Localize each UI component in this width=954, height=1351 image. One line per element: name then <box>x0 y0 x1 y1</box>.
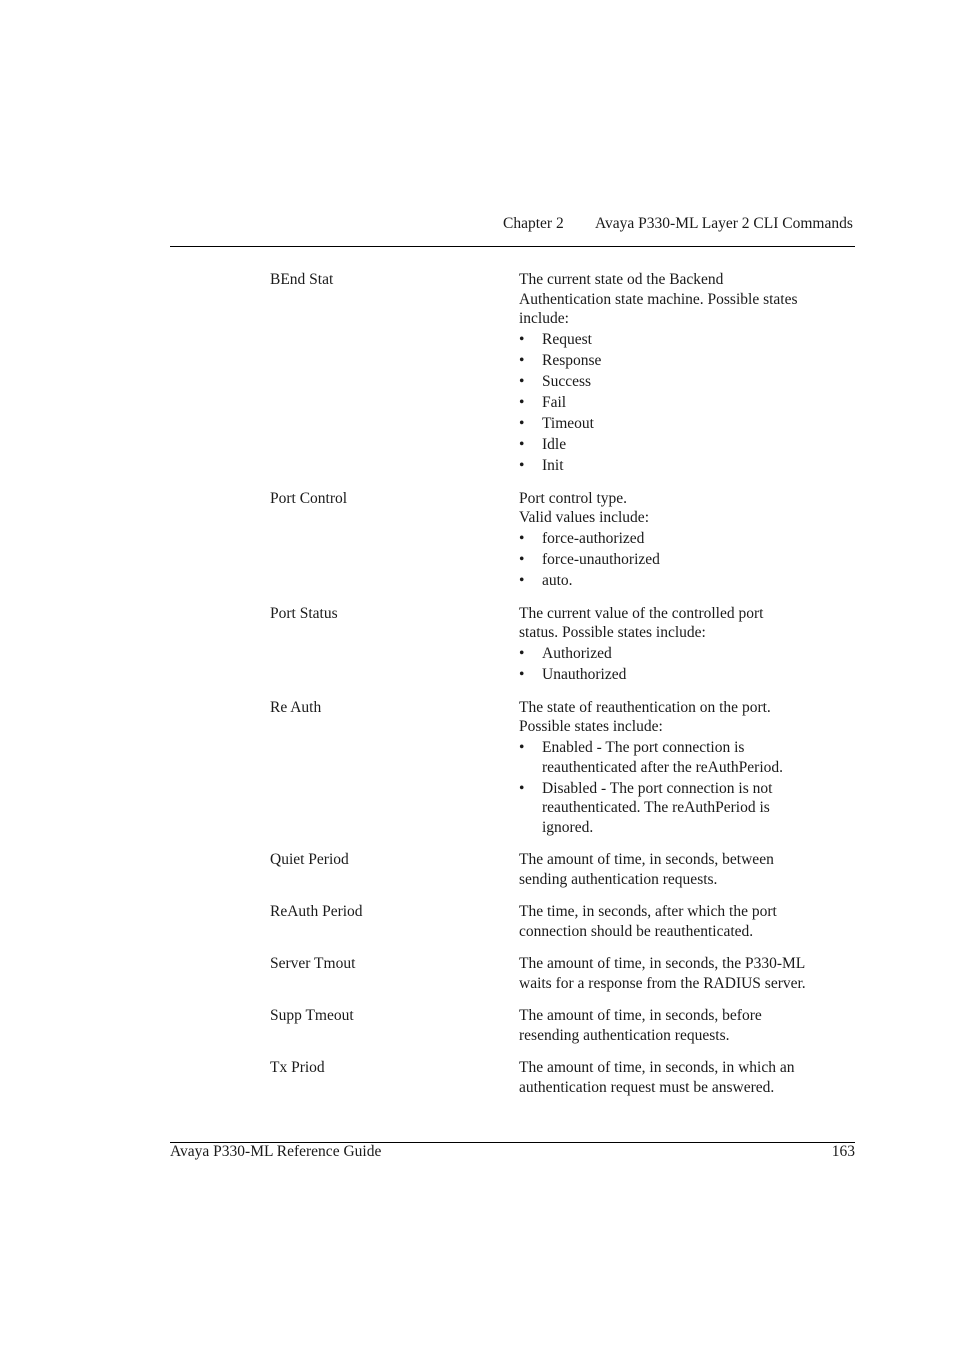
field-description <box>519 489 855 591</box>
field-description <box>519 698 855 838</box>
field-description <box>519 270 855 476</box>
guide-title: Avaya P330-ML Reference Guide <box>170 1143 382 1160</box>
description-line: Authentication state machine. Possible states <box>519 290 798 308</box>
chapter-label: Chapter 2 <box>503 215 564 232</box>
definition-row <box>270 1058 855 1097</box>
list-item-text: Response <box>542 352 602 369</box>
value-list <box>519 330 855 476</box>
definition-row <box>270 1006 855 1045</box>
field-name: Quiet Period <box>270 851 349 868</box>
description-line: The state of reauthentication on the port. <box>519 698 771 716</box>
header-rule <box>170 246 855 247</box>
description-line: Possible states include: <box>519 718 663 735</box>
list-item-text: Fail <box>542 394 567 411</box>
list-item <box>519 644 855 664</box>
field-name: Port Status <box>270 604 338 622</box>
definition-row <box>270 902 855 941</box>
description-line: sending authentication requests. <box>519 870 718 888</box>
list-item <box>519 550 855 570</box>
list-item <box>519 435 855 455</box>
list-item <box>519 330 855 350</box>
list-item <box>519 571 855 591</box>
bullet-icon: • <box>519 739 525 756</box>
list-item-text: Init <box>542 457 564 474</box>
bullet-icon: • <box>519 645 525 662</box>
description-text <box>519 850 855 889</box>
list-item-text: Authorized <box>542 645 612 662</box>
description-text <box>519 954 855 993</box>
description-text <box>519 489 855 528</box>
list-item-line: reauthenticated after the reAuthPeriod. <box>542 758 783 776</box>
bullet-icon: • <box>519 457 525 474</box>
list-item <box>519 665 855 685</box>
field-name: Supp Tmeout <box>270 1007 354 1024</box>
list-item-line: ignored. <box>542 818 594 836</box>
field-name: Tx Priod <box>270 1059 325 1076</box>
description-text <box>519 1058 855 1097</box>
definition-table <box>270 270 855 1110</box>
description-line: status. Possible states include: <box>519 624 706 641</box>
description-line: The current value of the controlled port <box>519 604 764 622</box>
description-line: The amount of time, in seconds, before <box>519 1007 762 1024</box>
bullet-icon: • <box>519 415 525 432</box>
description-line: include: <box>519 310 569 327</box>
field-description <box>519 850 855 889</box>
list-item <box>519 372 855 392</box>
field-description <box>519 1006 855 1045</box>
bullet-icon: • <box>519 436 525 453</box>
description-line: The amount of time, in seconds, between <box>519 851 774 868</box>
description-text <box>519 902 855 941</box>
description-line: authentication request must be answered. <box>519 1078 775 1096</box>
field-description <box>519 1058 855 1097</box>
description-text <box>519 698 855 737</box>
definition-row <box>270 270 855 476</box>
field-name: ReAuth Period <box>270 903 363 920</box>
description-line: resending authentication requests. <box>519 1026 730 1044</box>
description-line: Valid values include: <box>519 509 649 526</box>
list-item-text: Request <box>542 331 592 348</box>
description-text <box>519 604 855 643</box>
list-item-text: force-unauthorized <box>542 551 660 568</box>
list-item <box>519 456 855 476</box>
description-line: The current state od the Backend <box>519 271 724 288</box>
field-description <box>519 604 855 685</box>
bullet-icon: • <box>519 331 525 348</box>
list-item <box>519 414 855 434</box>
description-line: The time, in seconds, after which the port <box>519 903 777 920</box>
list-item-text: Timeout <box>542 415 594 432</box>
list-item-line: reauthenticated. The reAuthPeriod is <box>542 799 770 816</box>
page-number: 163 <box>831 1143 855 1160</box>
list-item <box>519 351 855 371</box>
chapter-title: Avaya P330-ML Layer 2 CLI Commands <box>595 215 853 232</box>
value-list <box>519 529 855 591</box>
description-line: Port control type. <box>519 489 628 507</box>
description-line: The amount of time, in seconds, in which an <box>519 1059 795 1076</box>
description-line: The amount of time, in seconds, the P330-ML <box>519 955 806 972</box>
field-description <box>519 954 855 993</box>
list-item-line: Disabled - The port connection is not <box>542 779 773 797</box>
list-item-text: force-authorized <box>542 530 645 547</box>
list-item <box>519 529 855 549</box>
bullet-icon: • <box>519 352 525 369</box>
running-footer <box>170 1143 855 1163</box>
description-text <box>519 270 855 329</box>
value-list <box>519 644 855 685</box>
list-item <box>519 738 855 777</box>
bullet-icon: • <box>519 666 525 683</box>
definition-row <box>270 698 855 838</box>
bullet-icon: • <box>519 373 525 390</box>
list-item <box>519 779 855 838</box>
definition-row <box>270 489 855 591</box>
bullet-icon: • <box>519 572 525 589</box>
list-item-text: Unauthorized <box>542 666 627 683</box>
bullet-icon: • <box>519 530 525 547</box>
list-item-text: Success <box>542 373 592 390</box>
definition-row <box>270 850 855 889</box>
description-text <box>519 1006 855 1045</box>
value-list <box>519 738 855 837</box>
definition-row <box>270 604 855 685</box>
field-name: Re Auth <box>270 698 322 716</box>
description-line: waits for a response from the RADIUS server. <box>519 974 806 992</box>
list-item-text: Idle <box>542 436 567 453</box>
running-header <box>170 215 855 235</box>
description-line: connection should be reauthenticated. <box>519 922 754 940</box>
bullet-icon: • <box>519 394 525 411</box>
bullet-icon: • <box>519 779 525 797</box>
list-item-text: auto. <box>542 572 573 589</box>
field-name: Server Tmout <box>270 955 356 972</box>
field-name: BEnd Stat <box>270 271 334 288</box>
definition-row <box>270 954 855 993</box>
field-description <box>519 902 855 941</box>
field-name: Port Control <box>270 489 348 507</box>
list-item-line: Enabled - The port connection is <box>542 739 745 756</box>
list-item <box>519 393 855 413</box>
bullet-icon: • <box>519 551 525 568</box>
